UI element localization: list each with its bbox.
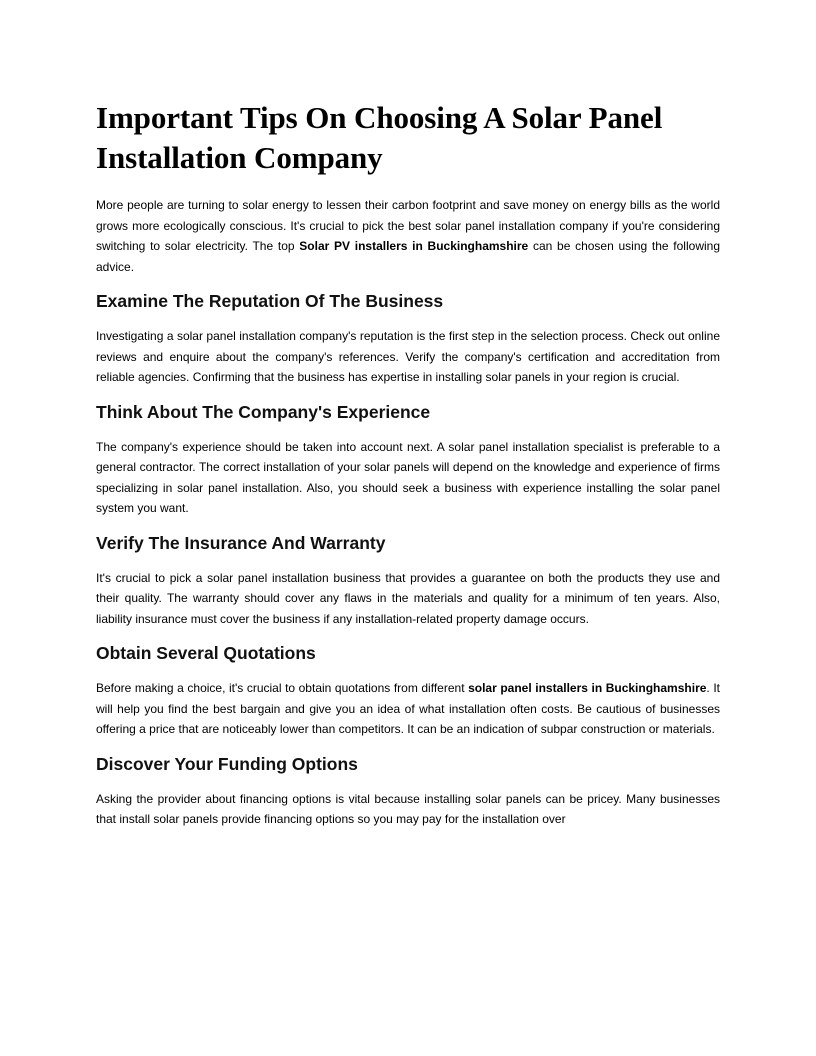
- intro-paragraph: [96, 195, 720, 277]
- section-body-experience: The company's experience should be taken into account next. A solar panel installation specialist is preferable to a general contractor. The correct installation of your solar panels will depend on the knowledge and experience of firms specializing in solar panel installation. Also, you should seek a business with experience installing the solar panel system you want.: [96, 439, 720, 515]
- section-body-insurance: It's crucial to pick a solar panel installation business that provides a guarantee on both the products they use and their quality. The warranty should cover any flaws in the materials and quality for a minimum of ten years. Also, liability insurance must cover the business if any installation-related property damage occurs.: [96, 570, 720, 626]
- section-heading-reputation: Examine The Reputation Of The Business: [96, 291, 444, 311]
- quotations-text-start: Before making a choice, it's crucial to obtain quotations from different: [96, 681, 469, 695]
- section-body-quotations: [96, 678, 720, 740]
- section-heading-funding: Discover Your Funding Options: [96, 753, 358, 774]
- intro-text-end: can be chosen using the following advice.: [96, 239, 720, 274]
- intro-bold-keyword: Solar PV installers in Buckinghamshire: [299, 239, 529, 253]
- intro-text-start: More people are turning to solar energy to lessen their carbon footprint and save money on energy bills as the world grows more ecologically conscious. It's crucial to pick the best solar panel installation company if you're considering switching to solar electricity. The top: [96, 198, 720, 253]
- article-title: Important Tips On Choosing A Solar Panel Installation Company: [96, 100, 663, 175]
- quotations-bold-keyword: solar panel installers in Buckinghamshire: [468, 681, 707, 695]
- quotations-text-end: . It will help you find the best bargain and give you an idea of what installation often costs. Be cautious of businesses offering a price that are noticeably lower than competitors. It can be an indication of subpar construction or materials.: [96, 681, 720, 736]
- section-heading-quotations: Obtain Several Quotations: [96, 643, 316, 663]
- document-page: [96, 98, 720, 843]
- section-heading-experience: Think About The Company's Experience: [96, 401, 431, 422]
- section-heading-insurance: Verify The Insurance And Warranty: [96, 532, 386, 553]
- section-body-funding: Asking the provider about financing options is vital because installing solar panels can be pricey. Many businesses that install solar panels provide financing options so you may pay for the installation over: [96, 791, 720, 826]
- section-body-reputation: Investigating a solar panel installation company's reputation is the first step in the selection process. Check out online reviews and enquire about the company's references. Verify the company's certification and accreditation from reliable agencies. Confirming that the business has expertise in installing solar panels in your region is crucial.: [96, 329, 720, 384]
